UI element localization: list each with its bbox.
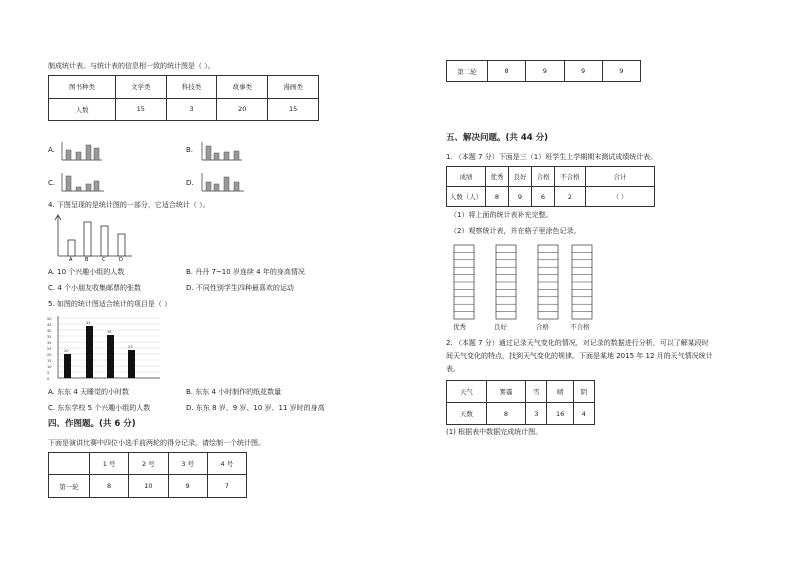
table-header: 科技类 — [166, 76, 217, 99]
option-c-label: C. — [48, 179, 56, 187]
option-c-chart — [60, 173, 104, 193]
table-cell: 2 — [555, 187, 586, 207]
option-d-label: D. — [186, 179, 194, 187]
option-d-chart — [200, 173, 244, 193]
section4-title: 四、作图题。(共 6 分) — [48, 419, 136, 429]
table-cell: 3 — [166, 98, 217, 121]
table-header: 2 号 — [129, 453, 168, 475]
grades-table — [446, 166, 655, 207]
table-cell: 4 — [573, 403, 594, 425]
y-tick: 45 — [47, 323, 52, 327]
q4-option-d: D. 不同性别学生四种最喜欢的运动 — [186, 284, 294, 292]
q2-sub1: (1) 根据表中数据完成统计图。 — [446, 428, 543, 436]
table-header: 1 号 — [90, 453, 129, 475]
table-header: 合格 — [532, 167, 555, 187]
table-cell: 16 — [547, 403, 573, 425]
table-header: 阴 — [573, 381, 594, 403]
q5-bar-1 — [64, 354, 71, 378]
table-header: 成绩 — [447, 167, 486, 187]
row-label: 天数 — [447, 403, 487, 425]
table-cell: 10 — [129, 475, 168, 498]
section4-text: 下面是演讲比赛中四位小选手前两轮的得分记录。请绘制一个统计图。 — [48, 439, 265, 447]
bar-label: 23 — [128, 345, 133, 349]
y-tick: 15 — [47, 359, 52, 363]
bar-label: 43 — [86, 321, 91, 325]
y-tick: 20 — [47, 353, 52, 357]
q4-label-d: D — [119, 257, 123, 262]
q2-line2: 间天气变化的特点，找到天气变化的规律。下面是某地 2015 年 12 月的天气情况统计 — [446, 352, 713, 360]
coloring-grid[interactable] — [446, 243, 606, 333]
y-tick: 40 — [47, 329, 52, 333]
q1-sub2: （2）观察统计表，并在格子里涂色记录。 — [450, 227, 581, 235]
q1-text: 1. （本题 7 分）下面是三（1）班学生上学期期末测试成绩统计表。 — [446, 153, 658, 161]
q4-option-c: C. 4 个小朋友收集邮票的张数 — [48, 284, 142, 292]
score-table — [48, 452, 247, 498]
grid-label-excellent: 优秀 — [453, 323, 466, 331]
row-label: 第二轮 — [447, 61, 488, 82]
score-table-continued — [446, 60, 641, 82]
option-a-label: A. — [48, 146, 55, 154]
q2-line1: 2. （本题 7 分）通过记录天气变化的情况，对记录的数据进行分析，可以了解某段时 — [446, 339, 709, 347]
row-label: 人数（人） — [447, 187, 486, 207]
table-cell: 9 — [509, 187, 532, 207]
option-b-chart — [200, 142, 242, 162]
bar-label: 36 — [107, 330, 112, 334]
y-tick: 30 — [47, 341, 52, 345]
row-label: 第一轮 — [49, 475, 90, 498]
table-header: 雪 — [526, 381, 547, 403]
table-cell: 8 — [486, 187, 509, 207]
table-header: 4 号 — [207, 453, 246, 475]
q5-text: 5. 如图的统计图适合统计的项目是（ ） — [48, 300, 172, 308]
table-header — [49, 453, 90, 475]
table-header: 优秀 — [486, 167, 509, 187]
table-header: 良好 — [509, 167, 532, 187]
table-header: 故事类 — [217, 76, 268, 99]
y-tick: 35 — [47, 335, 52, 339]
table-cell: 9 — [602, 61, 640, 82]
total-answer-blank[interactable]: （ ） — [586, 187, 655, 207]
grid-label-fail: 不合格 — [570, 323, 590, 331]
table-cell: 15 — [115, 98, 166, 121]
table-header: 晴 — [547, 381, 573, 403]
row-label: 人数 — [49, 98, 116, 121]
q4-option-a: A. 10 个兴趣小组的人数 — [48, 268, 125, 276]
q5-option-a: A. 东东 4 天睡觉的小时数 — [48, 388, 130, 396]
y-tick: 10 — [47, 365, 52, 369]
q2-line3: 表。 — [446, 365, 460, 373]
y-tick: 5 — [47, 371, 50, 375]
table-cell: 15 — [268, 98, 319, 121]
book-type-table — [48, 75, 319, 121]
table-header: 文学类 — [115, 76, 166, 99]
q4-label-c: C — [102, 257, 106, 262]
q5-bar-4 — [128, 350, 135, 378]
q5-bar-3 — [107, 335, 114, 378]
q4-text: 4. 下图呈现的是统计图的一部分，它适合统计（ ）。 — [48, 201, 210, 209]
option-a-chart — [60, 142, 102, 162]
table-header: 天气 — [447, 381, 487, 403]
q4-label-a: A — [69, 257, 73, 262]
intro-line: 制成统计表。与统计表的信息相一致的统计图是（ ）。 — [48, 62, 215, 70]
q4-bar-chart — [54, 214, 134, 262]
table-cell: 8 — [486, 403, 526, 425]
table-cell: 3 — [526, 403, 547, 425]
q5-bar-2 — [86, 326, 93, 378]
table-header: 图书种类 — [49, 76, 116, 99]
table-cell: 8 — [90, 475, 129, 498]
option-b-label: B. — [186, 146, 194, 154]
q1-sub1: （1）将上面的统计表补充完整。 — [450, 211, 553, 219]
grid-label-pass: 合格 — [536, 323, 549, 331]
table-header: 不合格 — [555, 167, 586, 187]
table-header: 漫画类 — [268, 76, 319, 99]
table-cell: 9 — [168, 475, 207, 498]
section5-title: 五、解决问题。(共 44 分) — [446, 133, 549, 143]
table-cell: 20 — [217, 98, 268, 121]
bar-label: 20 — [64, 349, 69, 353]
table-cell: 8 — [488, 61, 526, 82]
table-cell: 6 — [532, 187, 555, 207]
q5-option-c: C. 东东学校 5 个兴趣小组的人数 — [48, 404, 151, 412]
table-cell: 7 — [207, 475, 246, 498]
q5-option-d: D. 东东 8 岁、9 岁、10 岁、11 岁时的身高 — [186, 404, 325, 412]
y-tick: 0 — [47, 377, 50, 381]
table-header: 合计 — [586, 167, 655, 187]
table-cell: 9 — [526, 61, 564, 82]
weather-table — [446, 380, 595, 425]
q4-label-b: B — [85, 257, 89, 262]
y-tick: 50 — [47, 317, 52, 321]
table-header: 雾霾 — [486, 381, 526, 403]
table-cell: 9 — [564, 61, 602, 82]
q5-bar-chart — [44, 312, 164, 384]
grid-label-good: 良好 — [494, 323, 507, 331]
q4-option-b: B. 丹丹 7~10 岁连续 4 年的身高情况 — [186, 268, 305, 276]
table-header: 3 号 — [168, 453, 207, 475]
q5-option-b: B. 东东 4 小时制作的纸花数量 — [186, 388, 282, 396]
y-tick: 25 — [47, 347, 52, 351]
